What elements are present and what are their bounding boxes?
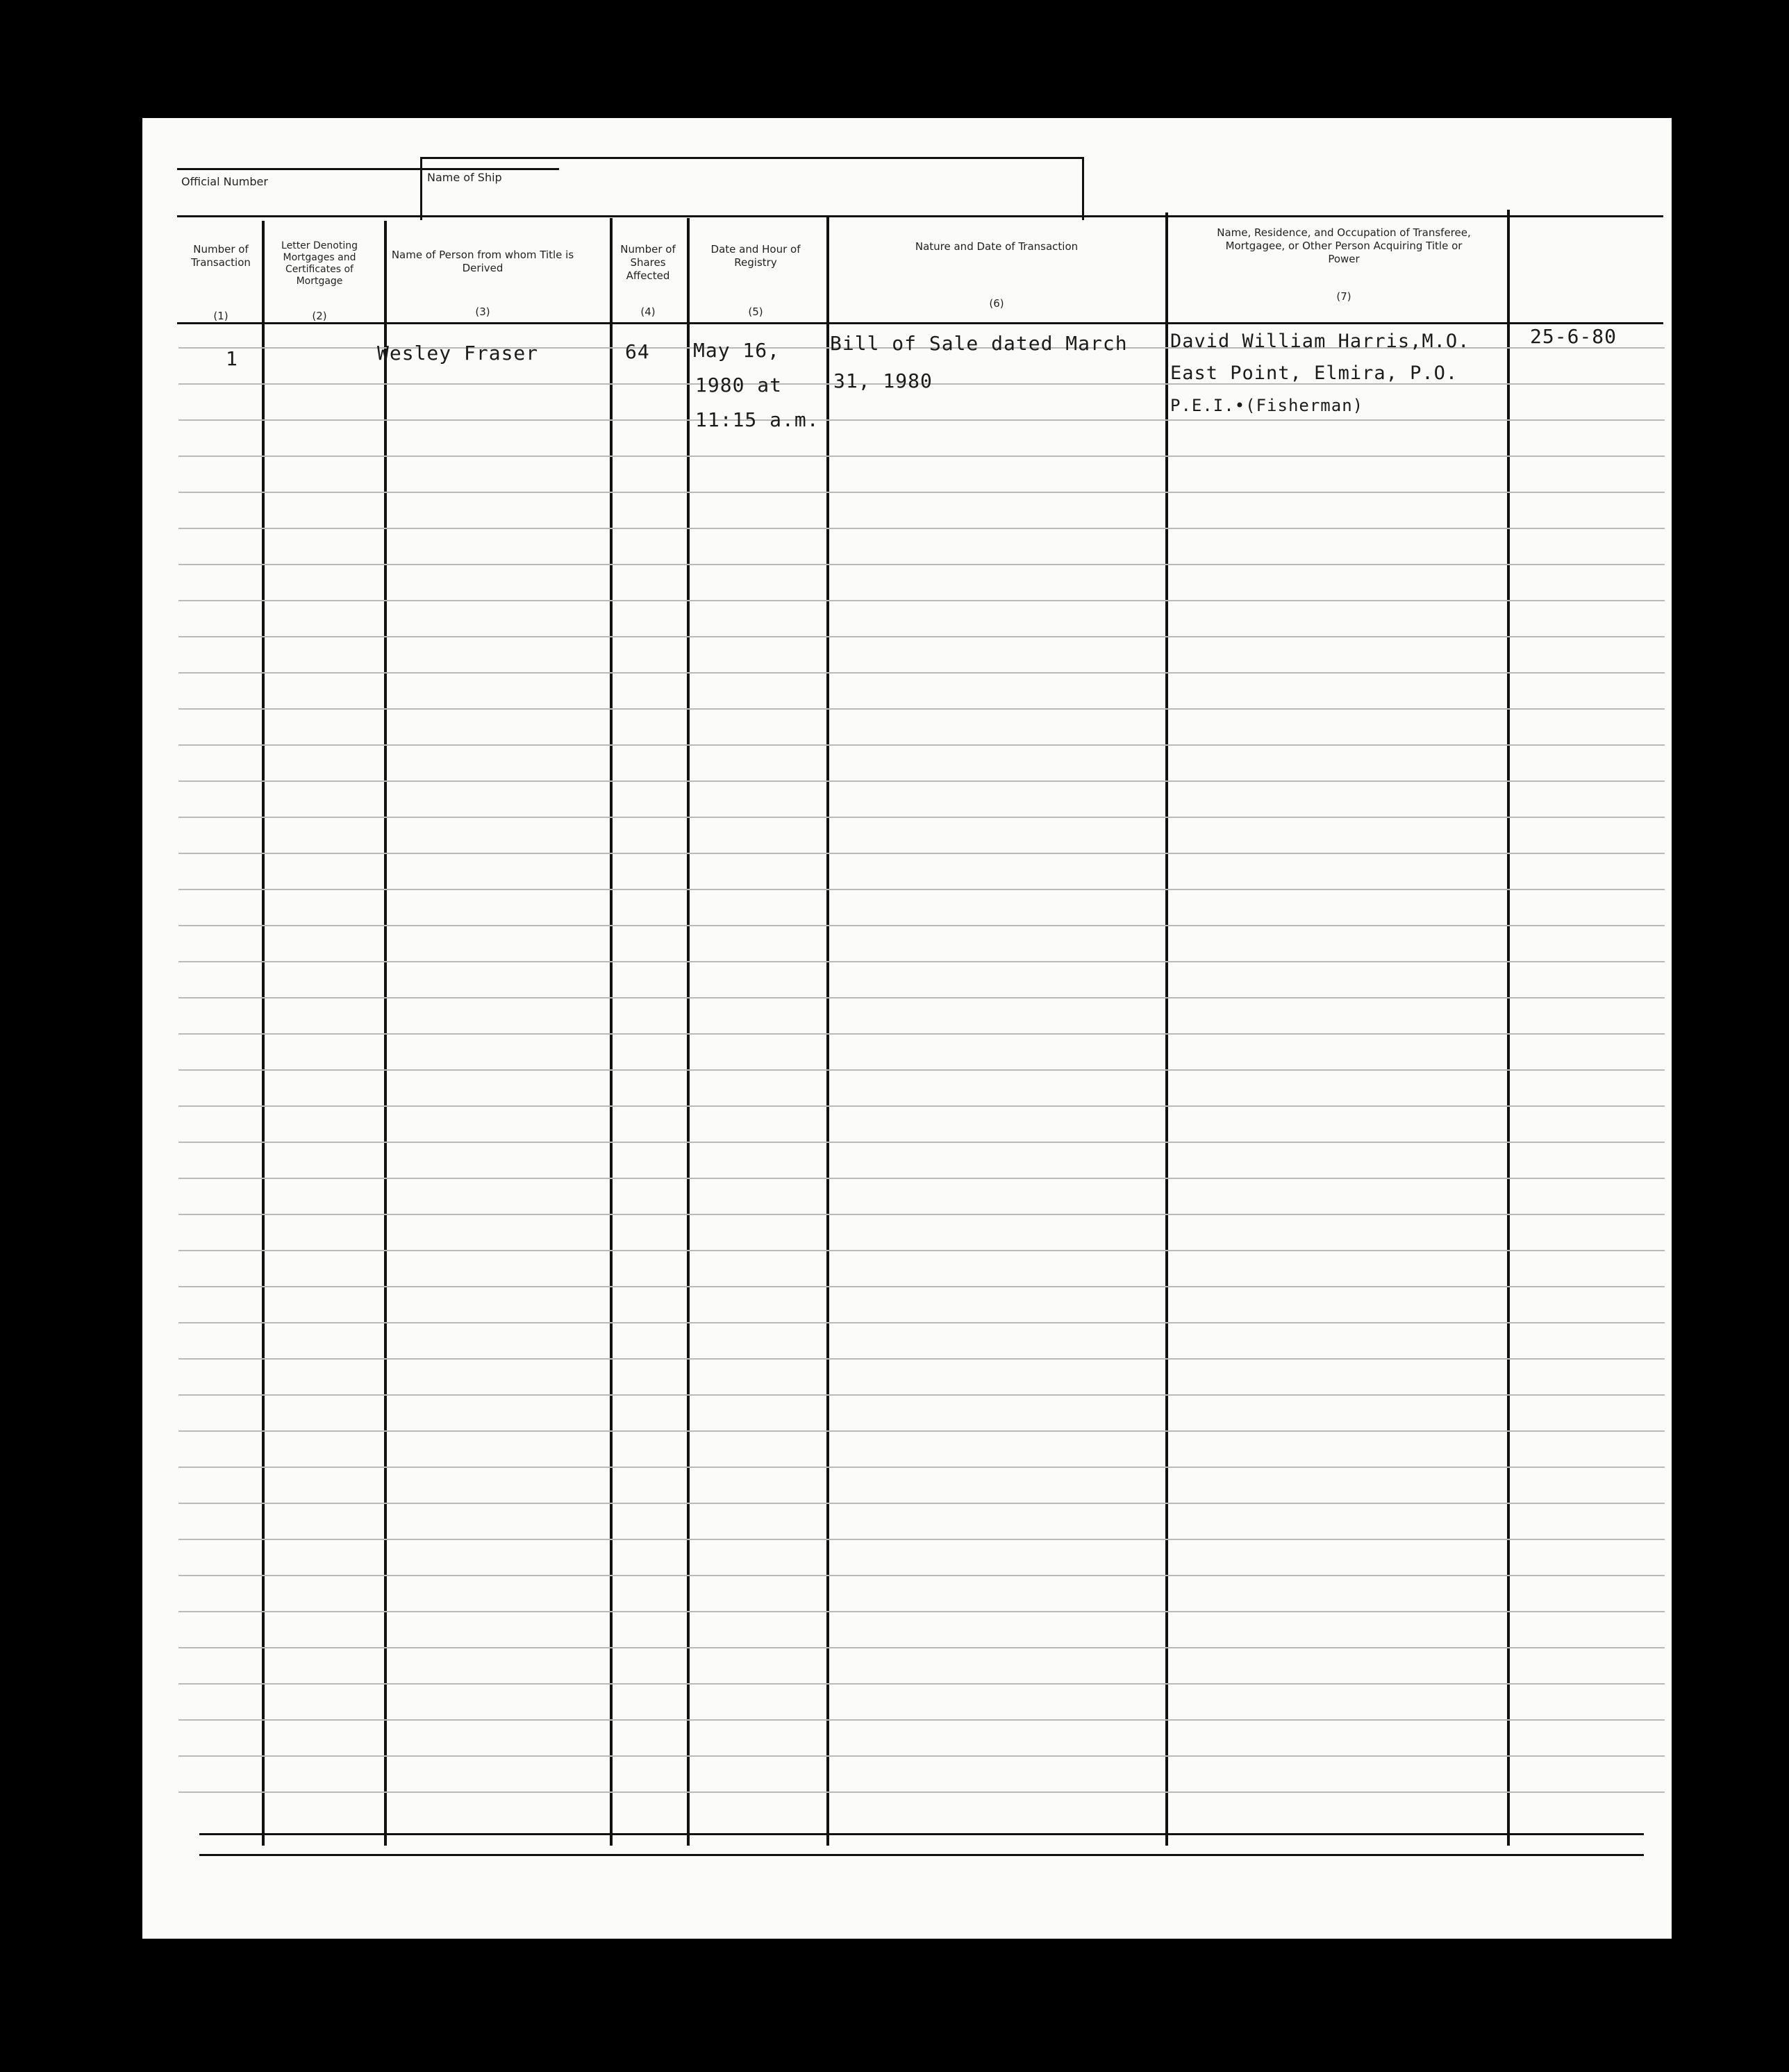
ruled-line — [178, 456, 1665, 457]
transferee-line-3: P.E.I.•(Fisherman) — [1170, 396, 1364, 415]
ruled-line — [178, 744, 1665, 746]
col-5-number: (5) — [748, 306, 763, 318]
ruled-line — [178, 997, 1665, 999]
extra-date: 25-6-80 — [1530, 325, 1617, 348]
col-6-number: (6) — [989, 297, 1004, 310]
ruled-line — [178, 1719, 1665, 1721]
header-bottom-rule — [177, 322, 1663, 324]
ruled-line — [178, 817, 1665, 818]
ruled-line — [178, 708, 1665, 710]
ruled-line — [178, 564, 1665, 565]
col-6-header: Nature and Date of Transaction — [915, 240, 1079, 253]
bottom-rule — [199, 1854, 1644, 1856]
ruled-line — [178, 1286, 1665, 1287]
ruled-line — [178, 1467, 1665, 1468]
ruled-line — [178, 1539, 1665, 1540]
name-of-ship-box — [420, 157, 1084, 220]
register-page — [142, 118, 1672, 1939]
ruled-line — [178, 1503, 1665, 1504]
nature-line-2: 31, 1980 — [833, 369, 933, 392]
from-person: Wesley Fraser — [377, 342, 539, 365]
col-3-header: Name of Person from whom Title is Derived — [391, 249, 574, 274]
transferee-line-1: David William Harris,M.O. — [1170, 331, 1470, 352]
ruled-line — [178, 961, 1665, 962]
col-divider — [826, 215, 829, 1846]
ruled-line — [178, 528, 1665, 529]
registry-line-2: 1980 at — [695, 374, 783, 396]
ruled-line — [178, 1358, 1665, 1360]
nature-line-1: Bill of Sale dated March — [830, 332, 1128, 355]
lower-rule — [199, 1833, 1644, 1835]
ruled-line — [178, 1142, 1665, 1143]
shares-affected: 64 — [625, 340, 650, 363]
ruled-line — [178, 1611, 1665, 1612]
ruled-line — [178, 1791, 1665, 1793]
col-divider — [687, 218, 690, 1846]
ruled-line — [178, 1575, 1665, 1576]
col-4-header: Number of Shares Affected — [620, 243, 676, 282]
ruled-line — [178, 1033, 1665, 1035]
ruled-line — [178, 1683, 1665, 1685]
registry-line-1: May 16, — [693, 339, 781, 362]
ruled-line — [178, 1250, 1665, 1251]
ruled-line — [178, 492, 1665, 493]
ruled-line — [178, 1755, 1665, 1757]
ruled-line — [178, 780, 1665, 782]
ruled-line — [178, 636, 1665, 637]
ruled-line — [178, 1394, 1665, 1396]
ruled-line — [178, 1069, 1665, 1071]
registry-line-3: 11:15 a.m. — [695, 408, 819, 431]
col-2-number: (2) — [312, 310, 327, 322]
ruled-line — [178, 1647, 1665, 1648]
official-number-label: Official Number — [181, 175, 268, 188]
ruled-line — [178, 1105, 1665, 1107]
ruled-line — [178, 672, 1665, 674]
header-top-rule — [177, 215, 1663, 217]
col-7-number: (7) — [1336, 290, 1351, 303]
ruled-line — [178, 925, 1665, 926]
col-7-header: Name, Residence, and Occupation of Transferee, Mortgagee, or Other Person Acquiring Title or Power — [1217, 226, 1471, 265]
col-5-header: Date and Hour of Registry — [710, 243, 801, 269]
transaction-number: 1 — [226, 347, 238, 370]
col-1-header: Number of Transaction — [191, 243, 251, 269]
ruled-line — [178, 889, 1665, 890]
col-2-header: Letter Denoting Mortgages and Certificates of Mortgage — [281, 240, 358, 287]
col-1-number: (1) — [213, 310, 228, 322]
col-4-number: (4) — [640, 306, 656, 318]
ruled-line — [178, 600, 1665, 601]
ruled-line — [178, 1322, 1665, 1323]
col-divider — [1165, 212, 1168, 1846]
ruled-line — [178, 419, 1665, 421]
name-of-ship-label: Name of Ship — [427, 171, 502, 184]
ruled-line — [178, 853, 1665, 854]
ruled-line — [178, 1430, 1665, 1432]
col-divider — [610, 218, 613, 1846]
col-3-number: (3) — [475, 306, 490, 318]
ruled-line — [178, 1214, 1665, 1215]
transferee-line-2: East Point, Elmira, P.O. — [1170, 362, 1458, 384]
ruled-line — [178, 1178, 1665, 1179]
